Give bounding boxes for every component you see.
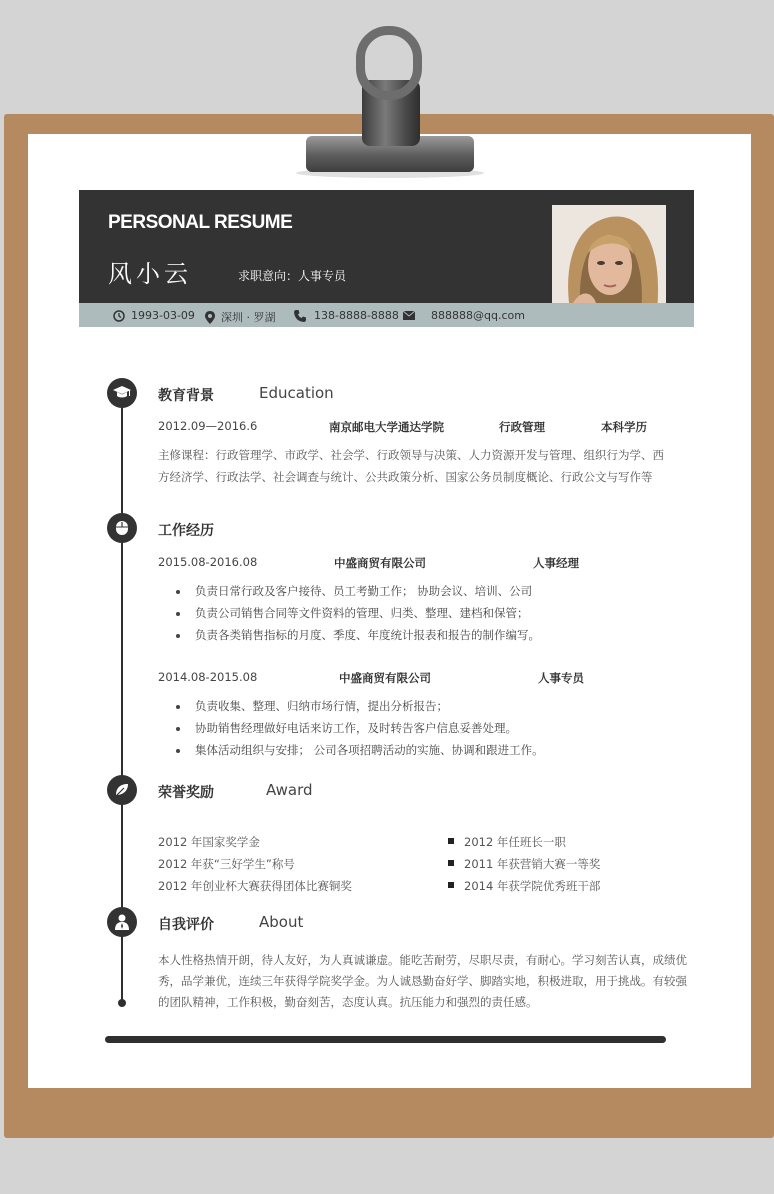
job-target: 求职意向：人事专员 <box>238 269 347 283</box>
mail-icon <box>403 311 415 320</box>
education-period: 2012.09—2016.6 <box>158 419 258 433</box>
bullet-square <box>448 860 454 866</box>
about-line-3: 的团队精神，工作积极，勤奋刻苦，态度认真。抗压能力和强烈的责任感。 <box>158 995 538 1009</box>
award-right-3: 2014 年获学院优秀班干部 <box>464 879 601 893</box>
birthday-text: 1993-03-09 <box>131 309 195 322</box>
bullet-dot <box>176 705 180 709</box>
about-title-en: About <box>259 913 304 931</box>
resume-title: PERSONAL RESUME <box>108 212 293 233</box>
job-2-period: 2014.08-2015.08 <box>158 670 258 684</box>
bullet-dot <box>176 749 180 753</box>
bullet-dot <box>176 590 180 594</box>
job-1-position: 人事经理 <box>533 556 579 570</box>
bullet-dot <box>176 727 180 731</box>
job-2-duty-3: 集体活动组织与安排； 公司各项招聘活动的实施、协调和跟进工作。 <box>195 743 544 757</box>
email-item <box>403 309 525 322</box>
awards-title-en: Award <box>266 781 313 799</box>
education-title-en: Education <box>259 384 334 402</box>
education-school: 南京邮电大学通达学院 <box>329 420 444 434</box>
award-left-3: 2012 年创业杯大赛获得团体比赛铜奖 <box>158 879 352 893</box>
work-title: 工作经历 <box>158 523 214 539</box>
phone-text: 138-8888-8888 <box>314 309 399 322</box>
clock-icon <box>113 310 125 322</box>
location-pin-icon <box>205 311 215 324</box>
job-2-duty-1: 负责收集、整理、归纳市场行情，提出分析报告； <box>195 699 448 713</box>
bullet-square <box>448 838 454 844</box>
award-left-2: 2012 年获“三好学生”称号 <box>158 857 295 871</box>
bottom-rule <box>105 1036 666 1043</box>
timeline-end-dot <box>118 999 126 1007</box>
job-1-duty-1: 负责日常行政及客户接待、员工考勤工作； 协助会议、培训、公司 <box>195 584 533 598</box>
about-title: 自我评价 <box>158 917 214 933</box>
about-line-2: 秀，品学兼优，连续三年获得学院奖学金。为人诚恳勤奋好学、脚踏实地，积极进取，用于挑战。有较强 <box>158 974 687 988</box>
candidate-name: 风小云 <box>108 260 192 288</box>
phone-icon <box>294 310 306 322</box>
person-icon <box>107 907 137 937</box>
job-2-company: 中盛商贸有限公司 <box>339 671 431 685</box>
award-left-1: 2012 年国家奖学金 <box>158 835 260 849</box>
education-major: 行政管理 <box>499 420 545 434</box>
education-courses-line2: 方经济学、行政法学、社会调查与统计、公共政策分析、国家公务员制度概论、行政公文与写作等 <box>158 470 653 484</box>
about-line-1: 本人性格热情开朗，待人友好，为人真诚谦虚。能吃苦耐劳，尽职尽责，有耐心。学习刻苦认真，成绩优 <box>158 953 687 967</box>
awards-title: 荣誉奖励 <box>158 785 214 801</box>
graduation-cap-icon <box>107 378 137 408</box>
job-1-company: 中盛商贸有限公司 <box>334 556 426 570</box>
location-text: 深圳 · 罗湖 <box>221 311 276 324</box>
job-1-period: 2015.08-2016.08 <box>158 555 258 569</box>
education-degree: 本科学历 <box>601 420 647 434</box>
bullet-square <box>448 882 454 888</box>
award-right-1: 2012 年任班长一职 <box>464 835 566 849</box>
bullet-dot <box>176 634 180 638</box>
job-2-position: 人事专员 <box>538 671 584 685</box>
education-courses-line1: 主修课程：行政管理学、市政学、社会学、行政领导与决策、人力资源开发与管理、组织行为学、西 <box>158 448 664 462</box>
bullet-dot <box>176 612 180 616</box>
job-1-duty-3: 负责各类销售指标的月度、季度、年度统计报表和报告的制作编写。 <box>195 628 540 642</box>
location-item <box>205 309 276 325</box>
job-2-duty-2: 协助销售经理做好电话来访工作，及时转告客户信息妥善处理。 <box>195 721 517 735</box>
award-right-2: 2011 年获营销大赛一等奖 <box>464 857 601 871</box>
job-1-duty-2: 负责公司销售合同等文件资料的管理、归类、整理、建档和保管； <box>195 606 529 620</box>
phone-item <box>294 309 399 322</box>
email-text: 888888@qq.com <box>431 309 525 322</box>
birthday-item <box>113 309 195 322</box>
mouse-icon <box>107 513 137 543</box>
education-title: 教育背景 <box>158 388 214 404</box>
leaf-icon <box>107 775 137 805</box>
binder-clip-ring <box>356 26 422 100</box>
